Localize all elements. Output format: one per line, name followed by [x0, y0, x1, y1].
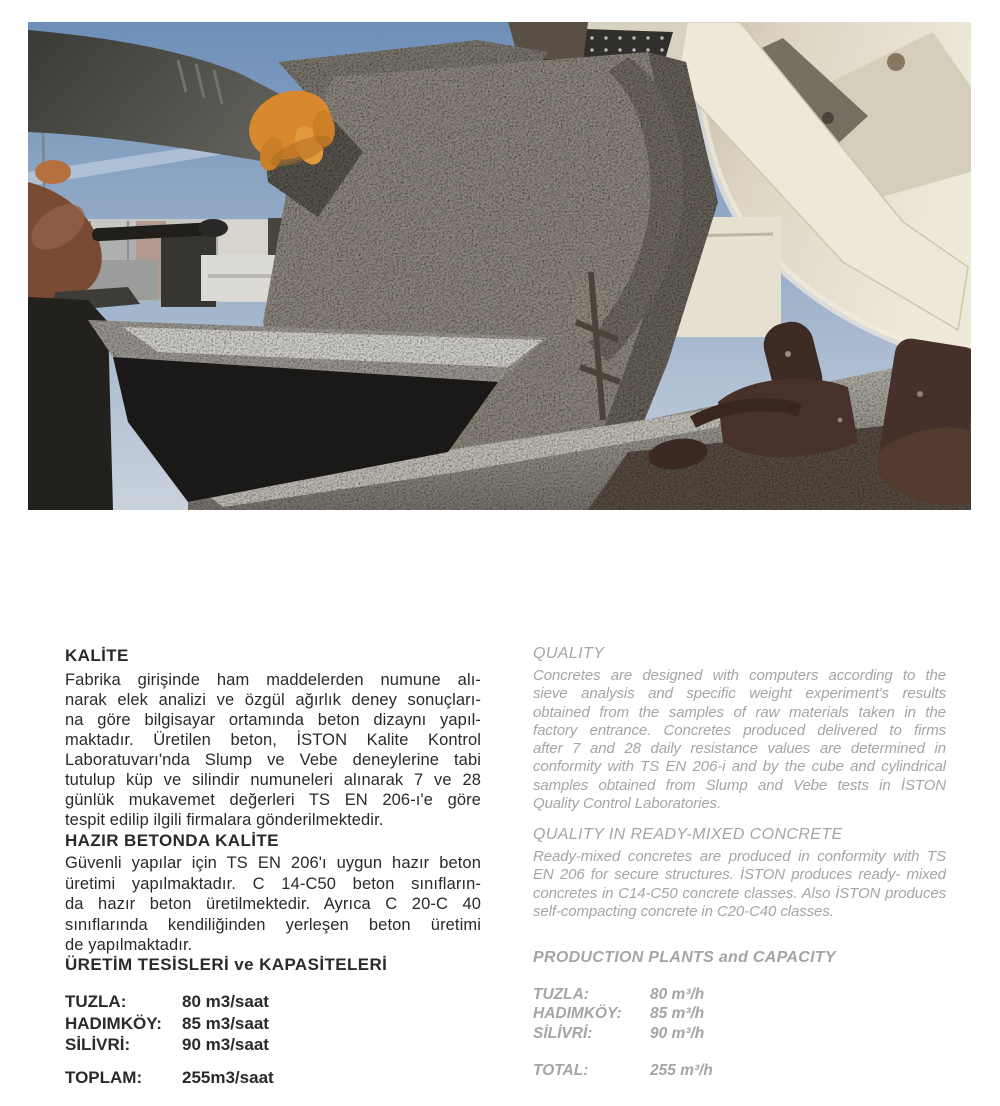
text-line: Güvenli yapılar için TS EN 206'ı uygun hazır beton — [65, 854, 481, 872]
text-line: samples obtained from Slump and Vebe tests in İSTON — [533, 776, 946, 794]
plant-name: SİLİVRİ: — [533, 1024, 593, 1042]
total-capacity: 255m3/saat — [182, 1067, 274, 1087]
text-line: sınıflarında kendiliğinden yerleşen beton üretimi — [65, 915, 481, 934]
total-label: TOPLAM: — [65, 1067, 143, 1087]
table-row — [65, 991, 481, 1013]
table-total-row — [533, 1061, 946, 1080]
concrete-photo-illustration — [28, 22, 971, 510]
text-line: tutulup küp ve silindir numuneleri alınarak 7 ve 28 — [65, 771, 481, 789]
text-line: conformity with TS EN 206-i and by the cube and cylindrical — [533, 758, 946, 776]
text-line: EN 206 for secure structures. İSTON produces ready- mixed — [533, 866, 946, 884]
paragraph-kalite — [65, 670, 481, 830]
heading-uretim-tesisleri: ÜRETİM TESİSLERİ ve KAPASİTELERİ — [65, 955, 388, 974]
plant-name: HADIMKÖY: — [533, 1005, 622, 1023]
paragraph-hazir-beton — [65, 853, 481, 956]
plant-capacity: 85 m3/saat — [182, 1013, 269, 1033]
capacity-table-english — [533, 985, 946, 1081]
table-row — [65, 1013, 481, 1035]
text-line: sieve analysis and specific weight experiment's results — [533, 685, 946, 703]
text-line: na göre bilgisayar ortamında beton dizaynı yapıl- — [65, 711, 481, 729]
text-line: günlük mukavemet değerleri TS EN 206-ı'e göre — [65, 791, 481, 809]
plant-name: TUZLA: — [533, 986, 589, 1003]
table-row — [65, 1034, 481, 1056]
plant-name: HADIMKÖY: — [65, 1013, 162, 1033]
text-line: tespit edilip ilgili firmalara gönderilmektedir. — [65, 811, 384, 829]
plant-capacity: 85 m³/h — [650, 1005, 705, 1023]
plant-name: TUZLA: — [65, 992, 127, 1011]
heading-hazir-betonda-kalite: HAZIR BETONDA KALİTE — [65, 831, 279, 850]
capacity-table-turkish — [65, 991, 481, 1088]
text-line: üretimi yapılmaktadır. C 14-C50 beton sınıfların- — [65, 874, 481, 893]
table-row — [533, 985, 946, 1004]
text-line: da hazır beton üretilmektedir. Ayrıca C 20-C 40 — [65, 895, 481, 913]
table-gap — [65, 1056, 481, 1067]
text-line: maktadır. Üretilen beton, İSTON Kalite Kontrol — [65, 731, 481, 749]
text-line: Concretes are designed with computers according to the — [533, 667, 946, 684]
text-line: Fabrika girişinde ham maddelerden numune alı- — [65, 671, 481, 689]
plant-capacity: 90 m3/saat — [182, 1035, 269, 1054]
plant-capacity: 80 m3/saat — [182, 992, 269, 1011]
paragraph-ready-mixed — [533, 848, 946, 921]
total-capacity: 255 m³/h — [650, 1062, 713, 1080]
text-line: factory entrance. Concretes produced delivered to firms — [533, 721, 946, 739]
text-line: Laboratuvarı'nda Slump ve Vebe deneylerine tabi — [65, 751, 481, 769]
text-line: concretes in C14-C50 concrete classes. Also İSTON produces — [533, 884, 946, 902]
table-total-row — [65, 1067, 481, 1089]
heading-production-plants: PRODUCTION PLANTS and CAPACITY — [533, 949, 836, 966]
plant-capacity: 80 m³/h — [650, 986, 705, 1003]
text-line: after 7 and 28 daily resistance values are determined in — [533, 740, 946, 758]
text-line: de yapılmaktadır. — [65, 936, 193, 954]
plant-name: SİLİVRİ: — [65, 1035, 131, 1054]
plant-capacity: 90 m³/h — [650, 1024, 705, 1042]
heading-kalite: KALİTE — [65, 646, 129, 665]
paragraph-quality — [533, 667, 946, 813]
concrete-pouring-photo — [28, 22, 971, 510]
text-line: obtained from the samples of raw materials taken in the — [533, 703, 946, 721]
heading-quality-ready-mixed: QUALITY IN READY-MIXED CONCRETE — [533, 826, 843, 843]
table-gap — [533, 1043, 946, 1061]
total-label: TOTAL: — [533, 1062, 589, 1080]
heading-quality: QUALITY — [533, 645, 605, 662]
table-row — [533, 1024, 946, 1043]
table-row — [533, 1004, 946, 1023]
text-line: self-compacting concrete in C20-C40 classes. — [533, 902, 834, 920]
text-line: Quality Control Laboratories. — [533, 795, 722, 813]
text-line: Ready-mixed concretes are produced in conformity with TS — [533, 848, 946, 865]
text-line: narak elek analizi ve özgül ağırlık deney sonuçları- — [65, 691, 481, 709]
